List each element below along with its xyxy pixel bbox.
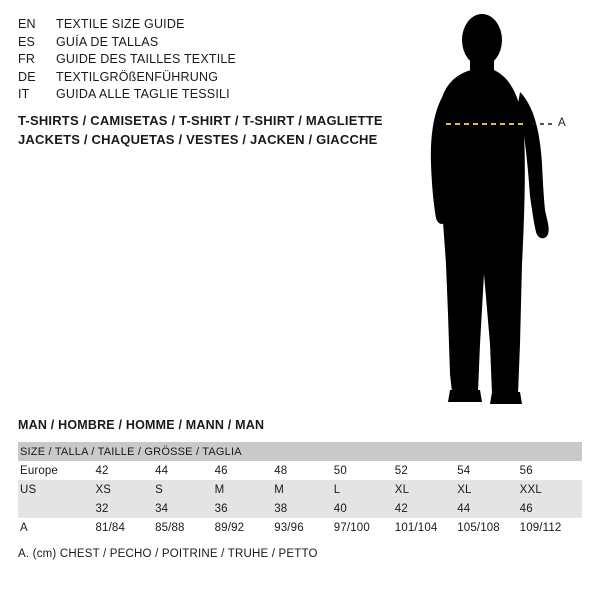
language-text: GUÍA DE TALLAS xyxy=(56,34,159,49)
measurement-footnote: A. (cm) CHEST / PECHO / POITRINE / TRUHE / PETTO xyxy=(18,548,318,560)
language-text: GUIDA ALLE TAGLIE TESSILI xyxy=(56,87,230,101)
table-cell: 56 xyxy=(520,461,582,480)
table-cell: 89/92 xyxy=(215,518,275,537)
table-cell: 42 xyxy=(395,499,457,518)
language-text: TEXTILE SIZE GUIDE xyxy=(56,17,185,31)
table-cell: 85/88 xyxy=(155,518,215,537)
gender-section-title: MAN / HOMBRE / HOMME / MANN / MAN xyxy=(18,418,265,432)
table-cell: 48 xyxy=(274,461,334,480)
language-code: FR xyxy=(18,52,36,66)
language-row xyxy=(18,51,348,69)
language-code: ES xyxy=(18,34,36,49)
language-text: GUIDE DES TAILLES TEXTILE xyxy=(56,52,237,66)
body-silhouette-figure xyxy=(400,14,600,404)
language-code: EN xyxy=(18,17,36,31)
table-cell: 50 xyxy=(334,461,395,480)
table-cell: 32 xyxy=(95,499,155,518)
table-cell: 105/108 xyxy=(457,518,519,537)
table-cell: XXL xyxy=(520,480,582,499)
table-cell: 34 xyxy=(155,499,215,518)
table-cell: 36 xyxy=(215,499,275,518)
row-label: US xyxy=(18,480,95,499)
category-line-tshirts: T-SHIRTS / CAMISETAS / T-SHIRT / T-SHIRT / MAGLIETTE xyxy=(18,113,383,128)
language-row xyxy=(18,86,348,104)
table-cell: 38 xyxy=(274,499,334,518)
table-cell: XL xyxy=(457,480,519,499)
table-cell: 46 xyxy=(215,461,275,480)
table-cell: 46 xyxy=(520,499,582,518)
table-cell: L xyxy=(334,480,395,499)
table-cell: 81/84 xyxy=(95,518,155,537)
chest-measure-label: A xyxy=(558,117,566,129)
category-line-jackets: JACKETS / CHAQUETAS / VESTES / JACKEN / GIACCHE xyxy=(18,132,378,147)
table-cell: M xyxy=(215,480,275,499)
language-text: TEXTILGRÖßENFÜHRUNG xyxy=(56,69,219,84)
garment-category-block xyxy=(18,111,418,149)
table-cell: 54 xyxy=(457,461,519,480)
table-header-label: SIZE / TALLA / TAILLE / GRÖSSE / TAGLIA xyxy=(18,442,582,461)
table-row xyxy=(18,480,582,499)
language-code: IT xyxy=(18,87,30,101)
language-row xyxy=(18,34,348,52)
table-header-row xyxy=(18,442,582,461)
table-row xyxy=(18,499,582,518)
table-cell: 93/96 xyxy=(274,518,334,537)
table-cell: S xyxy=(155,480,215,499)
table-cell: 97/100 xyxy=(334,518,395,537)
row-label: A xyxy=(18,518,95,537)
language-code: DE xyxy=(18,69,36,84)
table-cell: 44 xyxy=(457,499,519,518)
row-label xyxy=(18,499,95,518)
table-cell: 101/104 xyxy=(395,518,457,537)
table-cell: XS xyxy=(95,480,155,499)
language-row xyxy=(18,16,348,34)
table-cell: 52 xyxy=(395,461,457,480)
table-cell: 109/112 xyxy=(520,518,582,537)
silhouette-svg xyxy=(400,14,600,404)
table-cell: M xyxy=(274,480,334,499)
table-cell: 44 xyxy=(155,461,215,480)
language-row xyxy=(18,69,348,87)
table-cell: 42 xyxy=(95,461,155,480)
row-label: Europe xyxy=(18,461,95,480)
table-row xyxy=(18,518,582,537)
size-table xyxy=(18,442,582,537)
table-cell: 40 xyxy=(334,499,395,518)
language-guide-list xyxy=(18,16,348,104)
table-cell: XL xyxy=(395,480,457,499)
table-row xyxy=(18,461,582,480)
